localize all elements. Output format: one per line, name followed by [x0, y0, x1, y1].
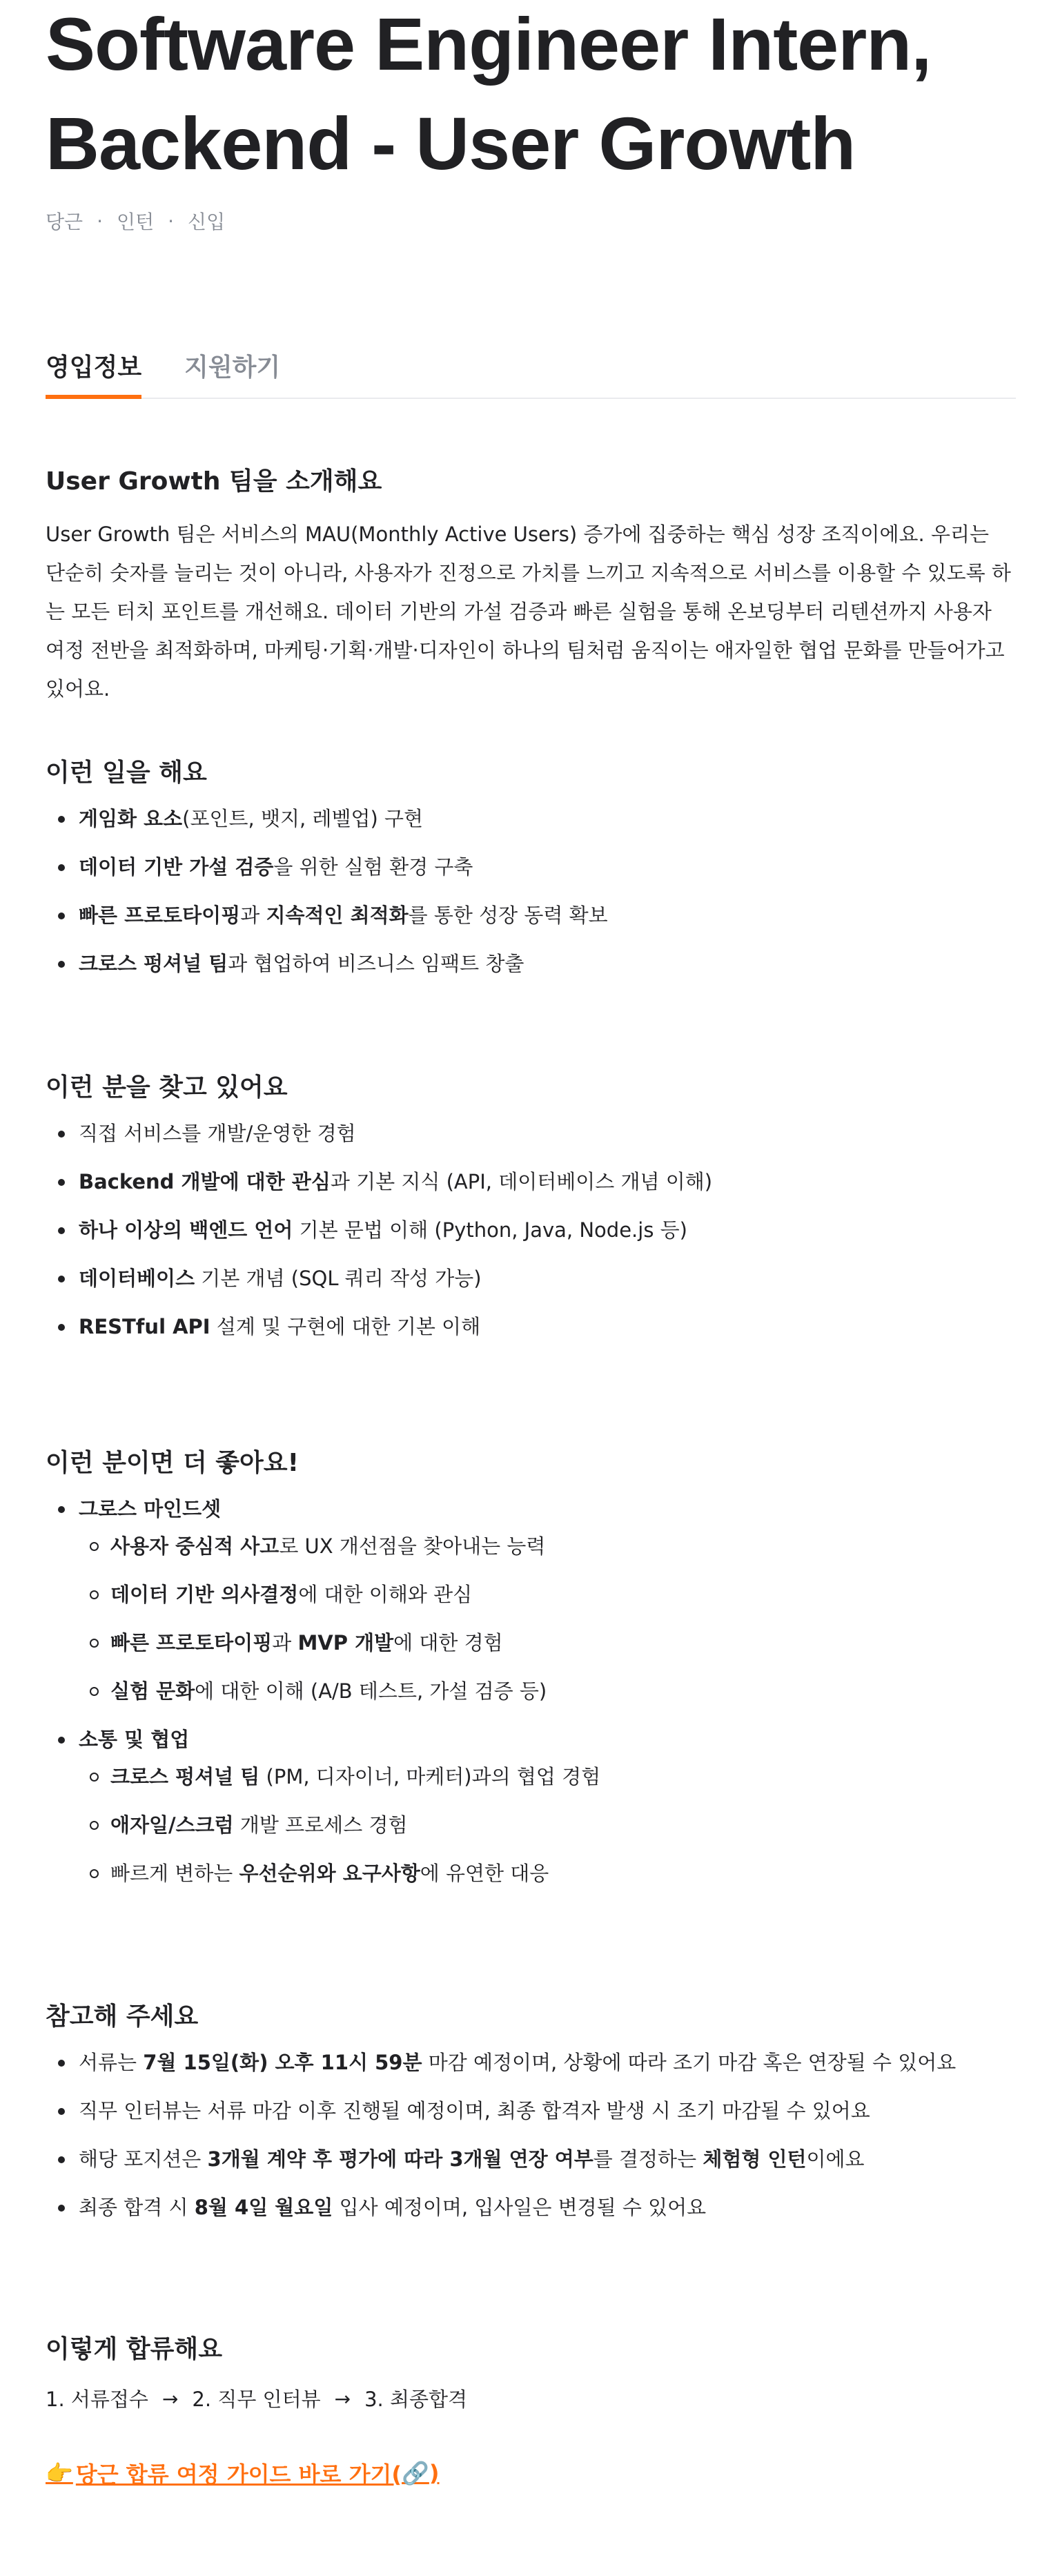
- team-intro-text: User Growth 팀은 서비스의 MAU(Monthly Active Users) 증가에 집중하는 핵심 성장 조직이에요. 우리는 단순히 숫자를 늘리는 것이 아니라, 사용자가 진정으로 가치를 느끼고 지속적으로 서비스를 이용할 수 있도록 하는 모든 터치 포인트를 개선해요. 데이터 기반의 가설 검증과 빠른 실험을 통해 온보딩부터 리텐션까지 사용자 여정 전반을 최적화하며, 마케팅·기획·개발·디자인이 하나의 팀처럼 움직이는 애자일한 협업 문화를 만들어가고 있어요.: [46, 523, 1011, 701]
- list-item: [79, 1581, 1012, 1608]
- emphasis-text: MVP 개발: [297, 1631, 394, 1655]
- tab-apply[interactable]: 지원하기: [184, 353, 281, 382]
- list-item-text: 빠르게 변하는: [110, 1862, 239, 1885]
- emphasis-text: 빠른 프로토타이핑: [79, 904, 241, 927]
- arrow-right-icon: →: [334, 2388, 351, 2410]
- meta-career-level: 신입: [188, 211, 226, 233]
- qualifications-list: [46, 1120, 1012, 1340]
- list-item-text: 개발 프로세스 경험: [233, 1813, 408, 1837]
- section-preferred: [46, 1447, 1012, 1908]
- emphasis-text: 애자일/스크럼: [110, 1813, 234, 1837]
- notes-list: [46, 2049, 1012, 2221]
- guide-link-close: ): [429, 2460, 440, 2486]
- tab-bar: [46, 342, 1016, 399]
- emphasis-text: 3개월 계약 후 평가에 따라 3개월 연장 여부: [207, 2147, 593, 2171]
- process-step: 2. 직무 인터뷰: [192, 2388, 321, 2411]
- list-item: [79, 1811, 1012, 1839]
- emphasis-text: 하나 이상의 백엔드 언어: [79, 1218, 293, 1242]
- list-item-text: 직접 서비스를 개발/운영한 경험: [79, 1122, 356, 1145]
- section-qualifications: [46, 1071, 1012, 1361]
- list-item: [46, 2097, 1012, 2125]
- list-item-text: 에 대한 이해 (A/B 테스트, 가설 검증 등): [195, 1679, 547, 1703]
- list-item-text: 에 유연한 대응: [420, 1862, 549, 1885]
- emphasis-text: 사용자 중심적 사고: [110, 1534, 279, 1558]
- job-content: [46, 0, 1012, 2488]
- list-item-text: 를 결정하는: [593, 2147, 703, 2171]
- list-item: [46, 901, 1012, 929]
- list-item-text: 마감 예정이며, 상황에 따라 조기 마감 혹은 연장될 수 있어요: [422, 2051, 956, 2074]
- meta-separator: ·: [168, 209, 175, 233]
- list-item: [46, 1265, 1012, 1292]
- list-item: [46, 1726, 1012, 1887]
- preferred-group-label: 소통 및 협업: [79, 1728, 190, 1751]
- section-heading: 이런 분을 찾고 있어요: [46, 1073, 288, 1102]
- section-heading: 참고해 주세요: [46, 2002, 199, 2031]
- guide-link[interactable]: [46, 2457, 440, 2489]
- preferred-list: [46, 1495, 1012, 1887]
- emphasis-text: 체험형 인턴: [703, 2147, 807, 2171]
- list-item: [46, 1168, 1012, 1196]
- emphasis-text: Backend 개발에 대한 관심: [79, 1170, 331, 1193]
- process-steps: [46, 2385, 1012, 2413]
- list-item-text: 최종 합격 시: [79, 2196, 195, 2219]
- meta-separator: ·: [97, 209, 104, 233]
- meta-company: 당근: [46, 211, 84, 233]
- section-heading: 이렇게 합류해요: [46, 2335, 222, 2363]
- list-item-text: 과: [272, 1631, 298, 1655]
- list-item: [46, 950, 1012, 977]
- emphasis-text: 게임화 요소: [79, 807, 183, 830]
- list-item-text: (PM, 디자이너, 마케터)과의 협업 경험: [259, 1765, 601, 1788]
- section-responsibilities: [46, 757, 1012, 998]
- page-title: [46, 0, 1012, 193]
- job-meta: [46, 207, 1012, 235]
- process-step: 3. 최종합격: [364, 2388, 468, 2411]
- list-item: [46, 2049, 1012, 2076]
- emphasis-text: 지속적인 최적화: [266, 904, 409, 927]
- meta-employment-type: 인턴: [117, 211, 155, 233]
- arrow-right-icon: →: [161, 2388, 179, 2410]
- preferred-group-label: 그로스 마인드셋: [79, 1497, 222, 1521]
- emphasis-text: RESTful API: [79, 1315, 210, 1338]
- process-step: 1. 서류접수: [46, 2388, 148, 2411]
- section-heading: 이런 분이면 더 좋아요!: [46, 1449, 300, 1477]
- list-item: [46, 1216, 1012, 1244]
- section-process: [46, 2333, 1012, 2413]
- list-item: [46, 1313, 1012, 1340]
- list-item-text: 에 대한 이해와 관심: [298, 1583, 473, 1606]
- list-item: [79, 1629, 1012, 1657]
- list-item: [79, 1532, 1012, 1560]
- list-item-text: 서류는: [79, 2051, 144, 2074]
- list-item: [46, 1495, 1012, 1705]
- preferred-sublist: [79, 1532, 1012, 1705]
- section-heading: 이런 일을 해요: [46, 759, 207, 787]
- list-item-text: 과: [240, 904, 266, 927]
- list-item: [79, 1860, 1012, 1887]
- list-item-text: 에 대한 경험: [393, 1631, 503, 1655]
- list-item-text: 을 위한 실험 환경 구축: [273, 855, 473, 879]
- list-item-text: 를 통한 성장 동력 확보: [408, 904, 608, 927]
- page-title-line1: Software Engineer Intern,: [46, 2, 932, 86]
- list-item-text: 직무 인터뷰는 서류 마감 이후 진행될 예정이며, 최종 합격자 발생 시 조기 마감될 수 있어요: [79, 2099, 870, 2123]
- pointing-hand-icon: 👉: [46, 2460, 73, 2486]
- emphasis-text: 실험 문화: [110, 1679, 195, 1703]
- list-item: [79, 1763, 1012, 1790]
- emphasis-text: 8월 4일 월요일: [194, 2196, 333, 2219]
- list-item-text: (포인트, 뱃지, 레벨업) 구현: [182, 807, 424, 830]
- emphasis-text: 데이터 기반 가설 검증: [79, 855, 274, 879]
- list-item-text: 과 협업하여 비즈니스 임팩트 창출: [228, 952, 524, 975]
- emphasis-text: 빠른 프로토타이핑: [110, 1631, 273, 1655]
- emphasis-text: 데이터 기반 의사결정: [110, 1583, 299, 1606]
- tab-job-info[interactable]: 영입정보: [46, 342, 141, 392]
- list-item: [46, 2145, 1012, 2173]
- list-item-text: 설계 및 구현에 대한 기본 이해: [210, 1315, 481, 1338]
- guide-link-label: 당근 합류 여정 가이드 바로 가기(: [75, 2461, 402, 2488]
- emphasis-text: 크로스 펑셔널 팀: [79, 952, 228, 975]
- section-notes: [46, 2000, 1012, 2242]
- section-team-intro: [46, 465, 1012, 708]
- section-heading: User Growth 팀을 소개해요: [46, 467, 382, 496]
- list-item-text: 입사 예정이며, 입사일은 변경될 수 있어요: [333, 2196, 707, 2219]
- list-item-text: 이에요: [806, 2147, 865, 2171]
- list-item-text: 과 기본 지식 (API, 데이터베이스 개념 이해): [330, 1170, 713, 1193]
- responsibilities-list: [46, 805, 1012, 977]
- list-item-text: 기본 개념 (SQL 쿼리 작성 가능): [195, 1267, 482, 1290]
- emphasis-text: 7월 15일(화) 오후 11시 59분: [143, 2051, 422, 2074]
- emphasis-text: 우선순위와 요구사항: [239, 1862, 420, 1885]
- list-item: [46, 805, 1012, 832]
- list-item: [46, 853, 1012, 881]
- list-item-text: 로 UX 개선점을 찾아내는 능력: [279, 1534, 546, 1558]
- list-item-text: 기본 문법 이해 (Python, Java, Node.js 등): [293, 1218, 687, 1242]
- emphasis-text: 크로스 펑셔널 팀: [110, 1765, 260, 1788]
- emphasis-text: 데이터베이스: [79, 1267, 195, 1290]
- link-icon: 🔗: [402, 2460, 429, 2486]
- list-item-text: 해당 포지션은: [79, 2147, 208, 2171]
- preferred-sublist: [79, 1763, 1012, 1887]
- list-item: [46, 2194, 1012, 2221]
- list-item: [46, 1120, 1012, 1147]
- page-title-line2: Backend - User Growth: [46, 101, 856, 185]
- list-item: [79, 1677, 1012, 1705]
